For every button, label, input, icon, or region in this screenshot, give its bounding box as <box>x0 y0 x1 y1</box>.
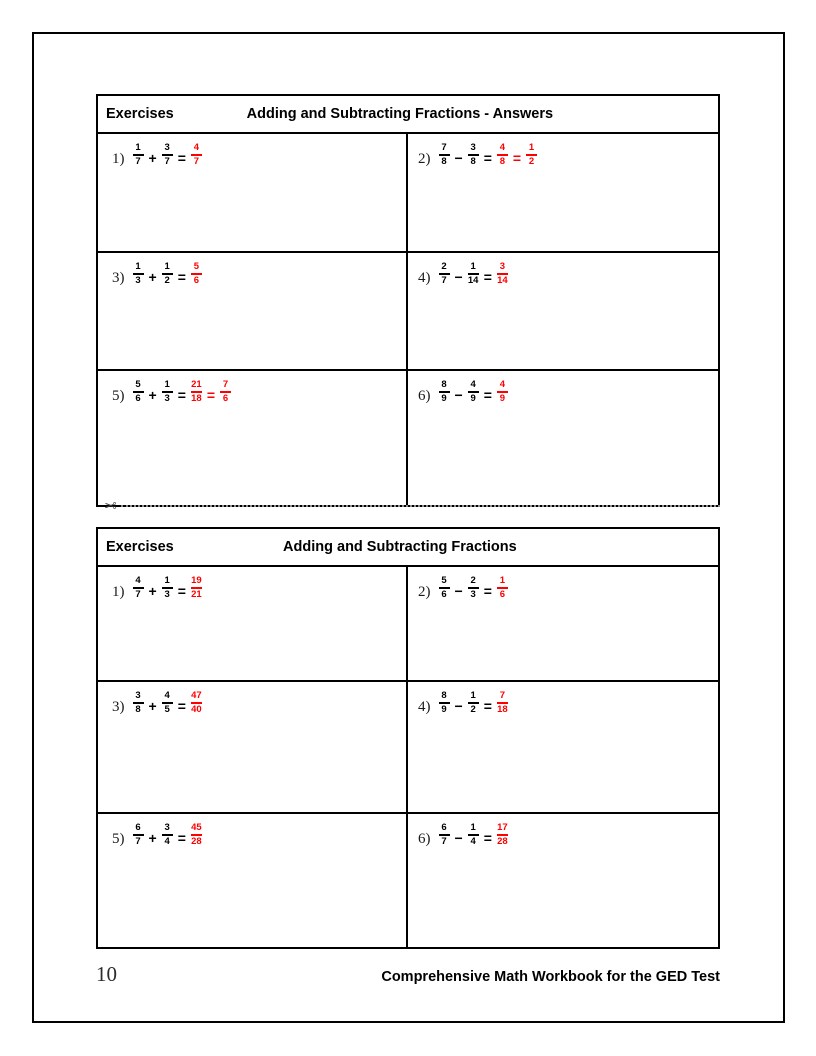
math-operator: = <box>177 269 186 285</box>
problem-cell-1 <box>98 567 408 680</box>
fraction <box>162 380 173 404</box>
answer-fraction <box>191 576 202 600</box>
denominator: 18 <box>497 703 508 715</box>
math-operator: + <box>148 830 157 846</box>
fraction <box>468 380 479 404</box>
fraction <box>468 576 479 600</box>
answer-fraction <box>191 691 202 715</box>
numerator: 7 <box>441 142 447 153</box>
math-operator: − <box>454 150 463 166</box>
denominator: 18 <box>191 392 202 404</box>
answer-fraction <box>497 380 508 404</box>
denominator: 8 <box>499 155 506 167</box>
table-row <box>98 371 718 505</box>
denominator: 3 <box>470 588 476 600</box>
numerator: 2 <box>441 261 447 272</box>
problem-number: 1) <box>112 584 125 600</box>
problem-cell-3 <box>98 682 408 812</box>
fraction <box>133 262 144 286</box>
denominator: 7 <box>441 274 447 286</box>
problem-number: 4) <box>418 270 431 286</box>
numerator: 1 <box>528 142 535 153</box>
fraction <box>162 576 173 600</box>
numerator: 5 <box>135 379 141 390</box>
denominator: 40 <box>191 703 202 715</box>
denominator: 28 <box>497 835 508 847</box>
problem-1 <box>112 576 406 600</box>
fraction <box>439 380 450 404</box>
numerator: 1 <box>470 690 476 701</box>
denominator: 5 <box>164 703 170 715</box>
worksheet-header <box>98 96 718 134</box>
denominator: 7 <box>193 155 200 167</box>
problem-number: 6) <box>418 388 431 404</box>
answer-fraction <box>497 262 508 286</box>
problem-3 <box>112 691 406 715</box>
problem-6 <box>418 823 718 847</box>
numerator: 4 <box>193 142 200 153</box>
denominator: 7 <box>135 588 141 600</box>
math-operator: = <box>483 698 492 714</box>
math-operator: = <box>483 583 492 599</box>
math-operator: + <box>148 150 157 166</box>
math-operator: = <box>512 150 522 166</box>
problem-number: 4) <box>418 699 431 715</box>
math-operator: − <box>454 830 463 846</box>
worksheet-title: Adding and Subtracting Fractions <box>283 539 517 555</box>
numerator: 17 <box>497 822 508 833</box>
fraction <box>468 143 479 167</box>
numerator: 5 <box>193 261 200 272</box>
exercises-label: Exercises <box>106 539 174 555</box>
math-operator: − <box>454 698 463 714</box>
denominator: 3 <box>164 392 170 404</box>
answer-fraction <box>497 143 508 167</box>
problem-cell-6 <box>408 814 718 947</box>
exercises-label: Exercises <box>106 106 174 122</box>
denominator: 4 <box>164 835 170 847</box>
problem-2 <box>418 143 718 167</box>
problem-2 <box>418 576 718 600</box>
denominator: 9 <box>441 392 447 404</box>
numerator: 47 <box>191 690 202 701</box>
numerator: 1 <box>135 261 141 272</box>
problem-cell-4 <box>408 682 718 812</box>
denominator: 2 <box>528 155 535 167</box>
numerator: 21 <box>191 379 202 390</box>
numerator: 3 <box>470 142 476 153</box>
fraction <box>162 262 173 286</box>
numerator: 4 <box>470 379 476 390</box>
problem-5 <box>112 823 406 847</box>
problem-5 <box>112 380 406 404</box>
denominator: 2 <box>164 274 170 286</box>
cut-line <box>104 498 720 514</box>
numerator: 4 <box>499 379 506 390</box>
denominator: 21 <box>191 588 202 600</box>
math-operator: − <box>454 583 463 599</box>
problem-1 <box>112 143 406 167</box>
numerator: 3 <box>499 261 506 272</box>
problem-number: 3) <box>112 699 125 715</box>
table-row <box>98 682 718 814</box>
denominator: 6 <box>135 392 141 404</box>
book-title: Comprehensive Math Workbook for the GED Test <box>381 969 720 985</box>
denominator: 6 <box>193 274 200 286</box>
worksheet-answers <box>96 94 720 507</box>
problem-3 <box>112 262 406 286</box>
scissors-icon: ✂ <box>104 497 117 515</box>
numerator: 1 <box>499 575 506 586</box>
numerator: 1 <box>164 379 170 390</box>
problem-4 <box>418 262 718 286</box>
numerator: 19 <box>191 575 202 586</box>
math-operator: = <box>206 387 216 403</box>
problem-cell-6 <box>408 371 718 505</box>
answer-fraction <box>220 380 231 404</box>
numerator: 45 <box>191 822 202 833</box>
numerator: 2 <box>470 575 476 586</box>
table-row <box>98 253 718 371</box>
worksheet-header <box>98 529 718 567</box>
fraction <box>162 691 173 715</box>
numerator: 6 <box>441 822 447 833</box>
denominator: 2 <box>470 703 476 715</box>
math-operator: = <box>177 830 186 846</box>
denominator: 8 <box>470 155 476 167</box>
denominator: 28 <box>191 835 202 847</box>
fraction <box>133 380 144 404</box>
numerator: 1 <box>470 822 476 833</box>
cut-line-dots <box>121 505 720 507</box>
math-operator: + <box>148 698 157 714</box>
fraction <box>133 691 144 715</box>
denominator: 9 <box>441 703 447 715</box>
denominator: 6 <box>441 588 447 600</box>
numerator: 3 <box>164 142 170 153</box>
problem-cell-2 <box>408 134 718 251</box>
numerator: 3 <box>164 822 170 833</box>
numerator: 7 <box>499 690 506 701</box>
numerator: 8 <box>441 379 447 390</box>
fraction <box>439 262 450 286</box>
answer-fraction <box>191 380 202 404</box>
problem-cell-4 <box>408 253 718 369</box>
problem-number: 1) <box>112 151 125 167</box>
math-operator: + <box>148 387 157 403</box>
math-operator: = <box>483 269 492 285</box>
denominator: 8 <box>441 155 447 167</box>
table-row <box>98 814 718 947</box>
denominator: 7 <box>135 155 141 167</box>
problem-cell-3 <box>98 253 408 369</box>
denominator: 9 <box>499 392 506 404</box>
math-operator: = <box>177 583 186 599</box>
table-row <box>98 134 718 253</box>
denominator: 7 <box>164 155 170 167</box>
math-operator: = <box>483 150 492 166</box>
answer-fraction <box>497 691 508 715</box>
fraction <box>162 143 173 167</box>
denominator: 14 <box>497 274 508 286</box>
math-operator: = <box>483 830 492 846</box>
denominator: 7 <box>441 835 447 847</box>
worksheet-exercises <box>96 527 720 949</box>
numerator: 1 <box>164 575 170 586</box>
problem-number: 5) <box>112 388 125 404</box>
numerator: 8 <box>441 690 447 701</box>
problem-number: 2) <box>418 151 431 167</box>
numerator: 4 <box>164 690 170 701</box>
numerator: 1 <box>135 142 141 153</box>
answer-fraction <box>191 823 202 847</box>
denominator: 14 <box>467 274 479 286</box>
answer-fraction <box>497 576 508 600</box>
fraction <box>439 691 450 715</box>
math-operator: + <box>148 269 157 285</box>
denominator: 6 <box>222 392 229 404</box>
table-row <box>98 567 718 682</box>
problem-cell-5 <box>98 814 408 947</box>
math-operator: = <box>177 698 186 714</box>
answer-fraction <box>497 823 508 847</box>
fraction <box>468 262 479 286</box>
numerator: 1 <box>164 261 170 272</box>
numerator: 3 <box>135 690 141 701</box>
fraction <box>439 576 450 600</box>
fraction <box>133 823 144 847</box>
math-operator: + <box>148 583 157 599</box>
problem-number: 3) <box>112 270 125 286</box>
denominator: 8 <box>135 703 141 715</box>
problem-cell-1 <box>98 134 408 251</box>
numerator: 7 <box>222 379 229 390</box>
page-number: 10 <box>96 962 117 986</box>
numerator: 1 <box>470 261 476 272</box>
answer-fraction <box>191 143 202 167</box>
problem-number: 2) <box>418 584 431 600</box>
numerator: 4 <box>499 142 506 153</box>
denominator: 6 <box>499 588 506 600</box>
answer-fraction <box>526 143 537 167</box>
numerator: 4 <box>135 575 141 586</box>
problem-number: 6) <box>418 831 431 847</box>
denominator: 9 <box>470 392 476 404</box>
problem-cell-5 <box>98 371 408 505</box>
problem-number: 5) <box>112 831 125 847</box>
answer-fraction <box>191 262 202 286</box>
math-operator: = <box>483 387 492 403</box>
fraction <box>439 823 450 847</box>
fraction <box>133 143 144 167</box>
fraction <box>439 143 450 167</box>
fraction <box>468 823 479 847</box>
numerator: 6 <box>135 822 141 833</box>
math-operator: − <box>454 269 463 285</box>
problem-6 <box>418 380 718 404</box>
problem-cell-2 <box>408 567 718 680</box>
denominator: 3 <box>135 274 141 286</box>
denominator: 7 <box>135 835 141 847</box>
fraction <box>162 823 173 847</box>
math-operator: = <box>177 150 186 166</box>
denominator: 4 <box>470 835 476 847</box>
math-operator: − <box>454 387 463 403</box>
fraction <box>133 576 144 600</box>
fraction <box>468 691 479 715</box>
page-footer <box>96 962 720 987</box>
denominator: 3 <box>164 588 170 600</box>
math-operator: = <box>177 387 186 403</box>
problem-4 <box>418 691 718 715</box>
numerator: 5 <box>441 575 447 586</box>
worksheet-title: Adding and Subtracting Fractions - Answers <box>246 106 554 122</box>
